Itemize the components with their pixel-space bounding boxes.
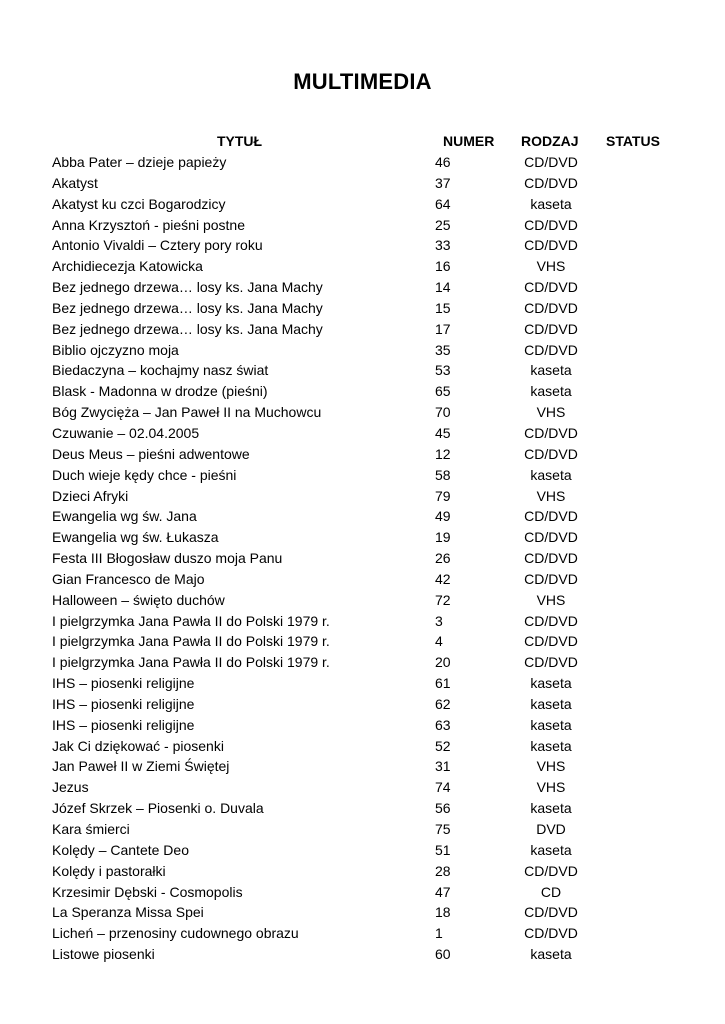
table-row [0,402,725,423]
number-cell: 42 [435,570,451,587]
type-cell: DVD [536,821,566,837]
title-cell: Bez jednego drzewa… losy ks. Jana Machy [52,299,323,316]
type-cell: CD/DVD [524,550,578,567]
type-cell: CD [540,883,562,900]
title-cell: Ewangelia wg św. Jana [52,508,197,525]
type-cell: kaseta [530,383,572,400]
title-cell: IHS – piosenki religijne [52,716,195,733]
type-cell: kaseta [530,675,572,692]
type-cell: CD/DVD [524,570,578,587]
title-cell: Jan Paweł II w Ziemi Świętej [52,758,230,775]
type-cell: CD/DVD [524,154,578,170]
number-cell: 70 [435,404,451,421]
number-cell: 17 [435,320,451,337]
number-cell: 18 [435,904,451,921]
title-cell: IHS – piosenki religijne [52,695,195,712]
title-cell: Bez jednego drzewa… losy ks. Jana Machy [52,320,323,337]
number-cell: 16 [435,258,451,275]
table-row [0,444,725,465]
title-cell: Dzieci Afryki [52,487,129,504]
type-cell: CD/DVD [524,445,578,462]
title-cell: Archidiecezja Katowicka [52,258,203,275]
title-cell: Krzesimir Dębski - Cosmopolis [52,883,243,900]
title-cell: Duch wieje kędy chce - pieśni [52,466,237,483]
table-row [0,694,725,715]
type-cell: VHS [536,487,566,504]
number-cell: 74 [435,779,451,796]
type-cell: CD/DVD [524,612,578,629]
table-row [0,256,725,277]
number-cell: 25 [435,216,451,233]
table-row [0,736,725,757]
number-cell: 63 [435,716,451,733]
title-cell: I pielgrzymka Jana Pawła II do Polski 1979 r. [52,633,330,650]
table-row [0,215,725,236]
title-cell: Czuwanie – 02.04.2005 [52,424,200,441]
table-row [0,715,725,736]
table-row [0,340,725,361]
table-row [0,652,725,673]
table-row [0,902,725,923]
column-header-status: STATUS [606,133,660,149]
title-cell: Bóg Zwycięża – Jan Paweł II na Muchowcu [52,404,322,421]
number-cell: 26 [435,550,451,567]
number-cell: 12 [435,445,451,462]
table-row [0,298,725,319]
media-table [0,152,725,965]
type-cell: kaseta [530,737,572,754]
table-row [0,923,725,944]
table-row [0,611,725,632]
number-cell: 64 [435,195,451,212]
title-cell: Listowe piosenki [52,946,155,963]
title-cell: I pielgrzymka Jana Pawła II do Polski 1979 r. [52,612,330,629]
number-cell: 49 [435,508,451,525]
title-cell: Halloween – święto duchów [52,591,225,608]
type-cell: CD/DVD [524,216,578,233]
number-cell: 35 [435,341,451,358]
number-cell: 31 [435,758,451,775]
number-cell: 47 [435,883,451,900]
page-title: MULTIMEDIA [293,68,432,94]
title-cell: La Speranza Missa Spei [52,904,204,921]
type-cell: CD/DVD [524,299,578,316]
table-row [0,486,725,507]
type-cell: CD/DVD [524,862,578,879]
table-row [0,465,725,486]
type-cell: CD/DVD [524,925,578,942]
type-cell: CD/DVD [524,320,578,337]
table-row [0,152,725,173]
number-cell: 4 [435,633,443,650]
type-cell: kaseta [530,195,572,212]
type-cell: CD/DVD [524,237,578,254]
title-cell: I pielgrzymka Jana Pawła II do Polski 1979 r. [52,654,330,671]
table-row [0,235,725,256]
number-cell: 72 [435,591,451,608]
type-cell: CD/DVD [524,508,578,525]
table-row [0,590,725,611]
number-cell: 37 [435,174,451,191]
table-row [0,506,725,527]
number-cell: 58 [435,466,451,483]
table-row [0,381,725,402]
table-row [0,798,725,819]
number-cell: 20 [435,654,451,671]
type-cell: CD/DVD [524,904,578,921]
type-cell: kaseta [530,466,572,483]
number-cell: 14 [435,279,451,296]
table-row [0,527,725,548]
type-cell: VHS [536,404,566,421]
title-cell: Kara śmierci [52,821,130,837]
type-cell: kaseta [530,946,572,963]
table-row [0,569,725,590]
number-cell: 46 [435,154,451,170]
number-cell: 51 [435,841,451,858]
column-header-title: TYTUŁ [216,133,263,149]
table-row [0,360,725,381]
number-cell: 61 [435,675,451,692]
number-cell: 62 [435,695,451,712]
title-cell: Biblio ojczyzno moja [52,341,179,358]
title-cell: Festa III Błogosław duszo moja Panu [52,550,283,567]
number-cell: 33 [435,237,451,254]
type-cell: CD/DVD [524,279,578,296]
column-header-number: NUMER [443,133,495,149]
type-cell: kaseta [530,800,572,817]
title-cell: IHS – piosenki religijne [52,675,195,692]
title-cell: Bez jednego drzewa… losy ks. Jana Machy [52,279,323,296]
title-cell: Akatyst [52,174,98,191]
table-row [0,319,725,340]
number-cell: 56 [435,800,451,817]
table-row [0,777,725,798]
number-cell: 28 [435,862,451,879]
type-cell: VHS [536,758,566,775]
table-row [0,673,725,694]
table-row [0,944,725,965]
table-row [0,548,725,569]
type-cell: CD/DVD [524,633,578,650]
title-cell: Licheń – przenosiny cudownego obrazu [52,925,299,942]
table-row [0,861,725,882]
type-cell: VHS [536,779,566,796]
title-cell: Blask - Madonna w drodze (pieśni) [52,383,268,400]
number-cell: 15 [435,299,451,316]
table-row [0,631,725,652]
number-cell: 53 [435,362,451,379]
table-row [0,882,725,903]
number-cell: 45 [435,424,451,441]
title-cell: Jak Ci dziękować - piosenki [52,737,224,754]
number-cell: 19 [435,529,451,546]
title-cell: Akatyst ku czci Bogarodzicy [52,195,226,212]
table-row [0,173,725,194]
number-cell: 75 [435,821,451,837]
number-cell: 79 [435,487,451,504]
number-cell: 65 [435,383,451,400]
title-cell: Gian Francesco de Majo [52,570,205,587]
table-row [0,194,725,215]
type-cell: kaseta [530,716,572,733]
type-cell: kaseta [530,695,572,712]
table-row [0,277,725,298]
number-cell: 3 [435,612,443,629]
type-cell: kaseta [530,841,572,858]
title-cell: Anna Krzysztoń - pieśni postne [52,216,245,233]
title-cell: Deus Meus – pieśni adwentowe [52,445,250,462]
title-cell: Biedaczyna – kochajmy nasz świat [52,362,269,379]
type-cell: CD/DVD [524,174,578,191]
type-cell: CD/DVD [524,654,578,671]
type-cell: CD/DVD [524,424,578,441]
type-cell: CD/DVD [524,529,578,546]
type-cell: VHS [536,591,566,608]
title-cell: Antonio Vivaldi – Cztery pory roku [52,237,263,254]
title-cell: Abba Pater – dzieje papieży [52,154,227,170]
type-cell: VHS [536,258,566,275]
type-cell: kaseta [530,362,572,379]
table-row [0,756,725,777]
type-cell: CD/DVD [524,341,578,358]
table-row [0,840,725,861]
table-row [0,819,725,840]
title-cell: Kolędy i pastorałki [52,862,166,879]
title-cell: Jezus [52,779,89,796]
table-row [0,423,725,444]
number-cell: 1 [435,925,443,942]
title-cell: Józef Skrzek – Piosenki o. Duvala [52,800,264,817]
table-header [0,133,725,151]
number-cell: 52 [435,737,451,754]
number-cell: 60 [435,946,451,963]
column-header-type: RODZAJ [521,133,579,149]
title-cell: Kolędy – Cantete Deo [52,841,189,858]
title-cell: Ewangelia wg św. Łukasza [52,529,219,546]
